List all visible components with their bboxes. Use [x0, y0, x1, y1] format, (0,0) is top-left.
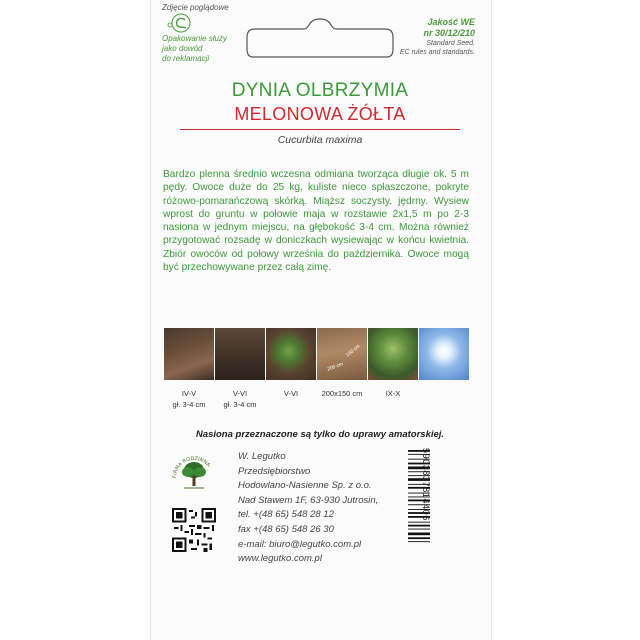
- sun-photo: [419, 328, 469, 380]
- harvest-photo: [368, 328, 418, 380]
- stage-label: IV-V gł. 3-4 cm: [172, 389, 206, 409]
- hanger-hole-outline: [245, 17, 395, 63]
- product-variety: MELONOWA ŻÓŁTA: [234, 104, 406, 124]
- sowing-photo: [164, 328, 214, 380]
- transplant-photo: [266, 328, 316, 380]
- quality-block: [400, 17, 475, 57]
- stage-label: IX-X: [385, 389, 401, 398]
- standard-line: EC rules and standards.: [399, 49, 475, 56]
- family-company-tree-logo-icon: [168, 448, 220, 500]
- amateur-use-notice: Nasiona przeznaczone są tylko do uprawy amatorskiej.: [195, 429, 445, 440]
- company-fax: fax +(48 65) 548 26 30: [238, 523, 334, 535]
- spacing-length-label: 200 cm: [326, 361, 344, 373]
- spacing-photo: [317, 328, 367, 380]
- product-name: DYNIA OLBRZYMIA: [231, 80, 409, 101]
- company-line: Przedsiębiorstwo: [238, 465, 311, 477]
- spacing-width-label: 150 cm: [344, 343, 362, 359]
- standard-line: Standard Seed.: [426, 40, 475, 47]
- qr-code-icon: [172, 508, 216, 552]
- title-divider: [180, 129, 460, 130]
- stage-label: V-VI gł. 3-4 cm: [223, 389, 257, 409]
- quality-number: nr 30/12/210: [423, 28, 475, 38]
- alpha-logo-icon: [166, 12, 192, 34]
- company-phone: tel. +(48 65) 548 28 12: [238, 509, 334, 521]
- quality-line: Jakość WE: [427, 17, 475, 27]
- barcode-number: 5903837814406: [421, 448, 431, 521]
- company-line: Hodowlano-Nasienne Sp. z o.o.: [238, 480, 372, 492]
- company-info: [238, 450, 378, 567]
- stage-label: [419, 388, 469, 410]
- svg-text:FIRMA RODZINNA: FIRMA RODZINNA: [171, 455, 212, 479]
- company-name: W. Legutko: [238, 451, 286, 462]
- stage-label: 200x150 cm: [321, 389, 363, 398]
- company-address: Nad Stawem 1F, 63-930 Jutrosin,: [238, 494, 379, 506]
- seed-in-soil-photo: [215, 328, 265, 380]
- latin-name: Cucurbita maxima: [277, 134, 363, 146]
- complaint-note: Opakowanie służy jako dowód do reklamacji: [162, 34, 227, 63]
- growing-stages-strip: [164, 328, 470, 380]
- preview-note: Zdjęcie poglądowe: [162, 3, 229, 12]
- stage-labels: [164, 388, 470, 410]
- product-description: Bardzo plenna średnio wczesna odmiana tworząca długie ok. 5 m pędy. Owoce duże do 25 kg, kuliste nieco spłaszczone, pokryte różowo-pomarańczową skórką. Miąższ soczysty, jędrny. Wysiew wprost do gruntu w połowie maja w rozstawie 2x1,5 m po 2-3 nasiona w jednym miejscu, na głębokość 3-4 cm. Można również przygotować rozsadę w doniczkach wysiewając w końcu kwietnia. Zbiór owoców od połowy września do października. Owoce mogą być przechowywane przez całą zimę.: [163, 169, 469, 274]
- company-website: www.legutko.com.pl: [238, 553, 322, 565]
- stage-label: V-VI: [283, 389, 299, 398]
- company-email: e-mail: biuro@legutko.com.pl: [238, 538, 362, 550]
